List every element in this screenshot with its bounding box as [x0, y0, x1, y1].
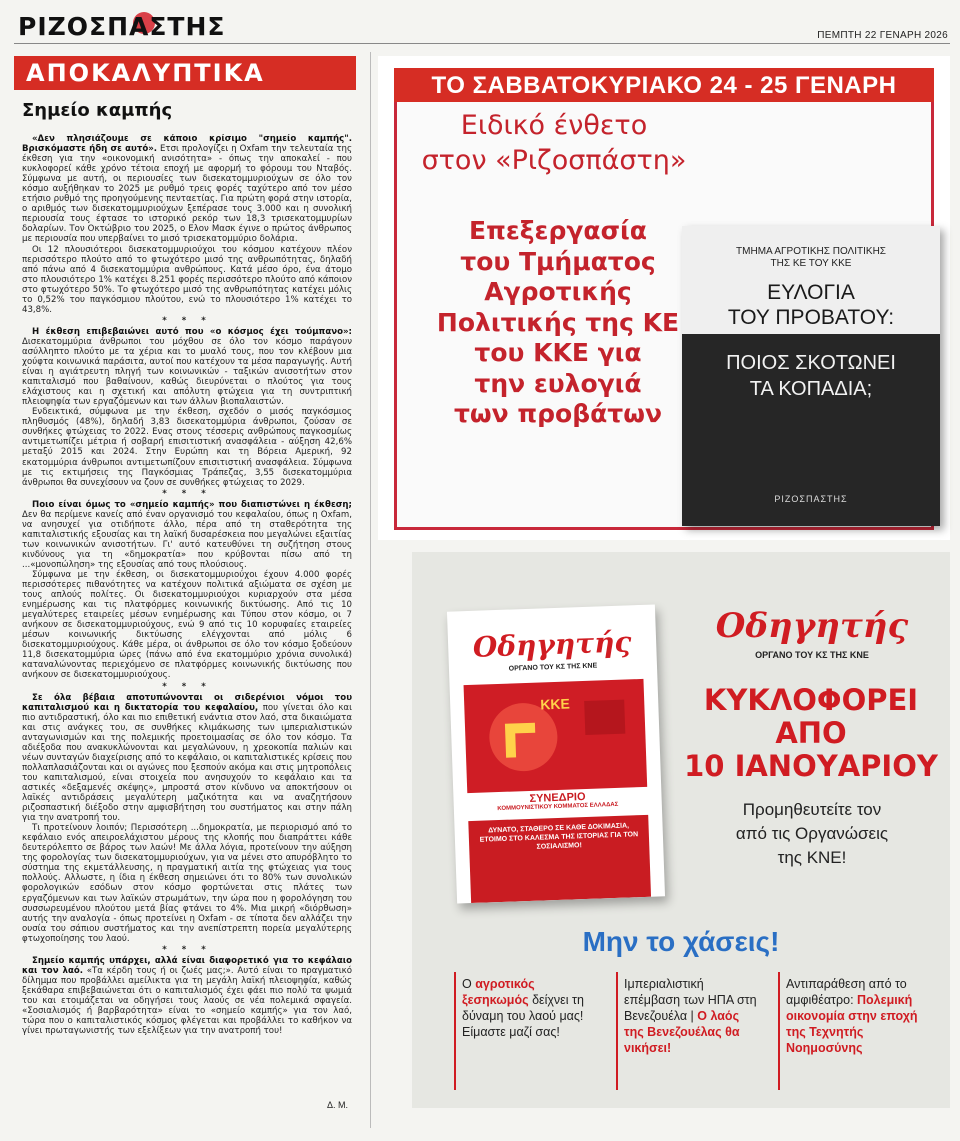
booklet-title-line: ΤΟΥ ΠΡΟΒΑΤΟΥ: — [727, 306, 895, 329]
article-column — [14, 56, 358, 1128]
lead-text: Ποιο είναι όμως το «σημείο καμπής» που διαπιστώνει η έκθεση; — [32, 499, 352, 510]
booklet-kicker-line: ΤΜΗΜΑ ΑΓΡΟΤΙΚΗΣ ΠΟΛΙΤΙΚΗΣ — [736, 246, 886, 257]
release-headline-line: ΑΠΟ — [775, 716, 847, 750]
tile-text: δείχνει τη δύναμη του λαού μας! Είμαστε μαζί σας! — [462, 993, 584, 1039]
body-text: «Τα κέρδη τους ή οι ζωές μας;». Αυτό είναι το πραγματικό δίλημμα που προβάλλει αμείλικτα για τη μεγάλη λαϊκή πλειοψηφία, καθώς ξεκάθαρα επιβεβαιώνεται ότι ο καπιταλισμός έχει φάει πιο πολύ τα ψωμιά του και ετοιμάζεται να οδηγήσει τους λαούς σε νέα πολεμικά σφαγεία. «Σοσιαλισμός ή βαρβαρότητα» είναι το «σημείο καμπής» για τον λαό, τώρα που ο καπιταλιστικός κόσμος φλέγεται και προβάλλει το καθήκον να γίνει πρωταγωνιστής των εξελίξεων για την ανατροπή του! — [22, 965, 352, 1037]
congress-title — [467, 789, 648, 814]
booklet-kicker-line: ΤΗΣ ΚΕ ΤΟΥ ΚΚΕ — [770, 258, 852, 269]
tile-highlight: Ο λαός της Βενεζουέλας θα νικήσει! — [624, 1009, 740, 1055]
paragraph — [22, 134, 352, 245]
ad-description-line: του Τμήματος — [460, 246, 656, 276]
booklet-subtitle — [690, 350, 932, 402]
feature-tile[interactable] — [778, 972, 930, 1090]
paragraph — [22, 956, 352, 1036]
lead-text: «Δεν πλησιάζουμε σε κάποιο κρίσιμο "σημείο καμπής". Βρισκόμαστε ήδη σε αυτό». — [22, 134, 352, 155]
section-separator: * * * — [162, 488, 212, 499]
lead-text: Σε όλα βέβαια αποτυπώνονται οι σιδερένιοι νόμοι του καπιταλισμού και η δικτατορία του κεφαλαίου, — [22, 692, 352, 713]
paragraph — [22, 693, 352, 824]
booklet-publisher: ΡΙΖΟΣΠΑΣΤΗΣ — [774, 494, 848, 504]
release-headline-line: 10 ΙΑΝΟΥΑΡΙΟΥ — [684, 749, 938, 783]
body-text: Ετσι προλογίζει η Oxfam την τελευταία της έκθεση για την «οικονομική ανισότητα» - όπως την αποκαλεί - που κυκλοφορεί κάθε χρόνο τέτοια εποχή με αφορμή το φόρουμ του Νταβός. Σύμφωνα με αυτή, οι περιουσίες των δισεκατομμυριούχων σε όλο τον κόσμο αυξήθηκαν το 2025 με ρυθμό τρεις φορές ταχύτερο από τον μέσο ετήσιο ρυθμό της προηγούμενης πενταετίας. Για πρώτη φορά στην ιστορία, ο αριθμός των δισεκατομμυριούχων ξεπέρασε τους 3.000 και η συνολική περιουσία τους έφτασε το ιστορικό ρεκόρ των 18,3 τρισεκατομμυρίων δολαρίων. Τον Οκτώβριο του 2025, ο Ελον Μασκ έγινε ο πρώτος άνθρωπος με περιουσία που υπερβαίνει το μισό τρισεκατομμύριο δολάρια. — [22, 144, 352, 245]
odigitis-logo-subtitle: ΟΡΓΑΝΟ ΤΟΥ ΚΣ ΤΗΣ ΚΝΕ — [755, 650, 869, 660]
availability-note-line: από τις Οργανώσεις — [735, 824, 889, 843]
congress-title-line: ΣΥΝΕΔΡΙΟ — [529, 790, 586, 805]
ad-date-banner — [394, 68, 934, 102]
tile-highlight: αγροτικός ξεσηκωμός — [462, 977, 535, 1007]
section-banner — [14, 56, 356, 90]
ad-description-line: του ΚΚΕ για — [474, 338, 642, 367]
booklet-subtitle-line: ΠΟΙΟΣ ΣΚΟΤΩΝΕΙ — [726, 352, 896, 374]
paragraph: Σύμφωνα με την έκθεση, οι δισεκατομμυριούχοι έχουν 4.000 φορές περισσότερες πιθανότητες να κατέχουν πολιτικά αξιώματα σε σχέση με τους απλούς πολίτες. Οι δισεκατομμυριούχοι κυριαρχούν στα μέσα ενημέρωσης και τις πλατφόρμες κοινωνικής δικτύωσης. Από τις 10 μεγαλύτερες εταιρείες μέσων ενημέρωσης και Τύπου στον κόσμο, οι 7 ανήκουν σε δισεκατομμυριούχους, ενώ 9 από τις 10 κορυφαίες εταιρείες μέσων κοινωνικής δικτύωσης ελέγχονται από μόλις 6 δισεκατομμυριούχους. Κάθε μέρα, οι άνθρωποι σε όλο τον κόσμο ξοδεύουν 11,8 δισεκατομμύρια ώρες (πάνω από ένα εκατομμύριο χρόνια συνολικά) καταναλώνοντας περιεχόμενο σε πλατφόρμες κοινωνικής δικτύωσης που ανήκουν σε δισεκατομμυριούχους. — [22, 570, 352, 681]
party-label: ΚΚΕ — [539, 695, 571, 713]
ad-date-banner-text: ΤΟ ΣΑΒΒΑΤΟΚΥΡΙΑΚΟ 24 - 25 ΓΕΝΑΡΗ — [431, 72, 897, 99]
section-separator: * * * — [162, 315, 212, 326]
ad-description-line: την ευλογιά — [474, 368, 642, 398]
paragraph: Ενδεικτικά, σύμφωνα με την έκθεση, σχεδόν ο μισός παγκόσμιος πληθυσμός (48%), δηλαδή 3,83 δισεκατομμύρια άνθρωποι, ζούσαν σε συνθήκες φτώχειας το 2022. Ενας στους τέσσερις ανθρώπους παγκοσμίως αντιμετωπίζει μέτρια ή σοβαρή επισιτιστική ανασφάλεια - αύξηση 42,6% μεταξύ 2015 και 2024. Στην Ευρώπη και τη Βόρεια Αμερική, 92 εκατομμύρια άνθρωποι αντιμετωπίζουν επισιτιστική ανασφάλεια. Σύμφωνα με τις εκτιμήσεις της Παγκόσμιας Τράπεζας, 3,55 δισεκατομμύρια άνθρωποι θα συνεχίσουν να ζουν σε συνθήκες φτώχειας το 2029. — [22, 407, 352, 488]
magazine-cover[interactable] — [447, 604, 665, 903]
newspaper-logo[interactable]: ΡΙΖΟΣΠΑΣΤΗΣ — [18, 12, 226, 41]
feature-tile[interactable] — [616, 972, 768, 1090]
weekend-insert-ad[interactable] — [378, 56, 950, 540]
issue-date: ΠΕΜΠΤΗ 22 ΓΕΝΑΡΗ 2026 — [817, 30, 948, 41]
article-headline: Σημείο καμπής — [22, 100, 173, 121]
release-headline — [676, 684, 946, 783]
body-text: Δεν θα περίμενε κανείς από έναν οργανισμό του κεφαλαίου, όπως η Oxfam, να ανησυχεί για οτιδήποτε άλλο, πέρα από τη σταθερότητα της καπιταλιστικής εξουσίας και τη λαϊκή δυσαρέσκεια που μεγαλώνει εξαιτίας των κοινωνικών ανισοτήτων. Γι' αυτό κατευθύνει τη συζήτηση στους κινδύνους για τη «δημοκρατία» που κρύβονται πίσω από τη ...«μονοπώληση» της εξουσίας από τους πλούσιους. — [22, 509, 352, 570]
body-text: Δισεκατομμύρια άνθρωποι του μόχθου σε όλο τον κόσμο παράγουν ασύλληπτο πλούτο με τα χέρια και το μυαλό τους, που τον κλέβουν μια χούφτα κοινωνικά παράσιτα, αυτοί που κατέχουν τα μέσα παραγωγής. Αυτή είναι η αγιάτρευτη πληγή των κοινωνικών - ταξικών ανισοτήτων στον καπιταλισμό που βαθαίνουν, καθώς διευρύνεται ο πλούτος για τους ελάχιστους και η σχετική και απόλυτη φτώχεια για τη συντριπτική πλειοψηφία των εργαζόμενων και των άλλων βιοπαλαιστών. — [22, 336, 352, 408]
booklet-cover[interactable] — [682, 226, 940, 526]
tile-highlight: Πολεμική οικονομία στην εποχή της Τεχνητής Νοημοσύνης — [786, 993, 918, 1055]
booklet-title-line: ΕΥΛΟΓΙΑ — [767, 281, 855, 304]
availability-note-line: Προμηθευτείτε τον — [742, 800, 882, 819]
section-separator: * * * — [162, 681, 212, 692]
ad-title-line: στον «Ριζοσπάστη» — [421, 145, 687, 176]
ad-description-line: Επεξεργασία — [469, 216, 647, 245]
congress-slogan: ΔΥΝΑΤΟ, ΣΤΑΘΕΡΟ ΣΕ ΚΑΘΕ ΔΟΚΙΜΑΣΙΑ, ΕΤΟΙΜΟ ΣΤΟ ΚΑΛΕΣΜΑ ΤΗΣ ΙΣΤΟΡΙΑΣ ΓΙΑ ΤΟΝ ΣΟΣΙΑΛΙΣΜΟ! — [479, 822, 639, 851]
booklet-subtitle-line: ΤΑ ΚΟΠΑΔΙΑ; — [749, 378, 873, 400]
tile-text: Ο — [462, 977, 476, 991]
article-body — [22, 134, 352, 1094]
ad-title — [414, 108, 694, 178]
section-label: ΑΠΟΚΑΛΥΠΤΙΚΑ — [26, 59, 265, 87]
column-divider — [370, 52, 371, 1128]
section-separator: * * * — [162, 944, 212, 955]
booklet-title — [692, 280, 930, 330]
magazine-logo-subtitle: ΟΡΓΑΝΟ ΤΟΥ ΚΣ ΤΗΣ ΚΝΕ — [508, 662, 598, 673]
ad-description-line: Αγροτικής — [484, 277, 632, 306]
dont-miss-cta[interactable]: Μην το χάσεις! — [582, 926, 780, 957]
congress-slogan-block — [468, 815, 651, 903]
release-headline-line: ΚΥΚΛΟΦΟΡΕΙ — [703, 683, 919, 717]
lead-text: Η έκθεση επιβεβαιώνει αυτό που «ο κόσμος έχει τούμπανο»: — [32, 326, 352, 337]
ad-description-line: Πολιτικής της ΚΕ — [436, 307, 680, 337]
feature-tiles — [454, 972, 932, 1092]
paragraph — [22, 327, 352, 407]
paragraph: Τι προτείνουν λοιπόν; Περισσότερη ...δημοκρατία, με περιορισμό από το κεφάλαιο ενός απειροελάχιστου μέρους της κλοπής που διαπράττει κάθε δευτερόλεπτο σε βάρος των λαών! Με άλλα λόγια, προτείνουν την αύξηση της φορολογίας των δισεκατομμυριούχων, για να μένει στο απυρόβλητο το σύστημα της εκμετάλλευσης, η πραγματική αιτία της φτώχειας για τους πολλούς. Αλλωστε, η ίδια η έκθεση σημειώνει ότι το 80% των συνολικών φορολογικών εσόδων στον κόσμο φορτώνεται στις πλάτες των εργαζόμενων και των λαϊκών στρωμάτων, την ώρα που η φορολόγηση του συσσωρευμένου πλούτου μετά βίας φτάνει το 4%. Μια μικρή «διόρθωση» αυτής την αναλογία - όπως προτείνει η Oxfam - σε τίποτα δεν αλλάζει την ουσία του σάπιου συστήματος και την ανεπίστρεπτη πορεία μεγαλύτερης φτωχοποίησης του λαού. — [22, 823, 352, 944]
congress-title-line: ΚΟΜΜΟΥΝΙΣΤΙΚΟΥ ΚΟΜΜΑΤΟΣ ΕΛΛΑΔΑΣ — [497, 801, 619, 813]
ad-description-line: των προβάτων — [453, 399, 663, 428]
tile-text: Αντιπαράθεση από το αμφιθέατρο: — [786, 977, 907, 1007]
paragraph — [22, 500, 352, 570]
body-text: που γίνεται όλο και πιο αντιδραστική, όλο και πιο επιθετική ενάντια στον λαό, στα δικαιώματα και στις ανάγκες του, σε συνθήκες κλιμάκωσης των ιμπεριαλιστικών ανταγωνισμών και της πολεμικής προετοιμασίας σε όλο τον κόσμο. Τα αδιέξοδα που ανακυκλώνονται και μεγαλώνουν, η χρεοκοπία παλιών και νέων συνταγών διαχείρισης από το κεφάλαιο, οι καπιταλιστικές κρίσεις που πολλαπλασιάζονται και οι αγώνες που ξεσπούν ακόμα και στις μητροπόλεις του καπιταλισμού, είναι στοιχεία που ανησυχούν το κεφάλαιο και τα αστικές «δεξαμενές σκέψης», μπροστά στον κίνδυνο να αποκτήσουν οι λαϊκές αντιδράσεις μεγαλύτερη μαζικότητα και να αναζητήσουν ριζοσπαστική διέξοδο στην αμφισβήτηση του συστήματος και στην πάλη για την ανατροπή του. — [22, 702, 352, 824]
masthead — [14, 10, 950, 44]
ad-description — [402, 216, 714, 430]
tile-text: Ιμπεριαλιστική επέμβαση των ΗΠΑ στη Βενεζουέλα | — [624, 977, 757, 1023]
paragraph: Οι 12 πλουσιότεροι δισεκατομμυριούχοι του κόσμου κατέχουν πλέον περισσότερο πλούτο από το φτωχότερο μισό της ανθρωπότητας, δηλαδή από πάνω από 4 δισεκατομμύρια ανθρώπους. Κατά μέσο όρο, ένα άτομο στο πλουσιότερο 1% κατέχει 8.251 φορές περισσότερο πλούτο από κάποιον στο φτωχότερο 50%. Το φτωχότερο μισό της ανθρωπότητας κατέχει μόλις το 0,52% του παγκόσμιου πλούτου, ενώ το πλουσιότερο 1% κατέχει το 43,8%. — [22, 244, 352, 315]
availability-note — [702, 798, 922, 870]
availability-note-line: της ΚΝΕ! — [777, 848, 847, 867]
ad-title-line: Ειδικό ένθετο — [460, 110, 648, 141]
article-byline: Δ. Μ. — [326, 1100, 348, 1110]
magazine-logo: Οδηγητής — [472, 625, 632, 664]
booklet-kicker — [696, 246, 926, 270]
odigitis-logo: Οδηγητής — [715, 606, 909, 646]
lead-text: Σημείο καμπής υπάρχει, αλλά είναι διαφορετικό για το κεφάλαιο και τον λαό. — [22, 955, 352, 976]
odigitis-ad[interactable] — [412, 552, 950, 1108]
feature-tile[interactable] — [454, 972, 606, 1090]
